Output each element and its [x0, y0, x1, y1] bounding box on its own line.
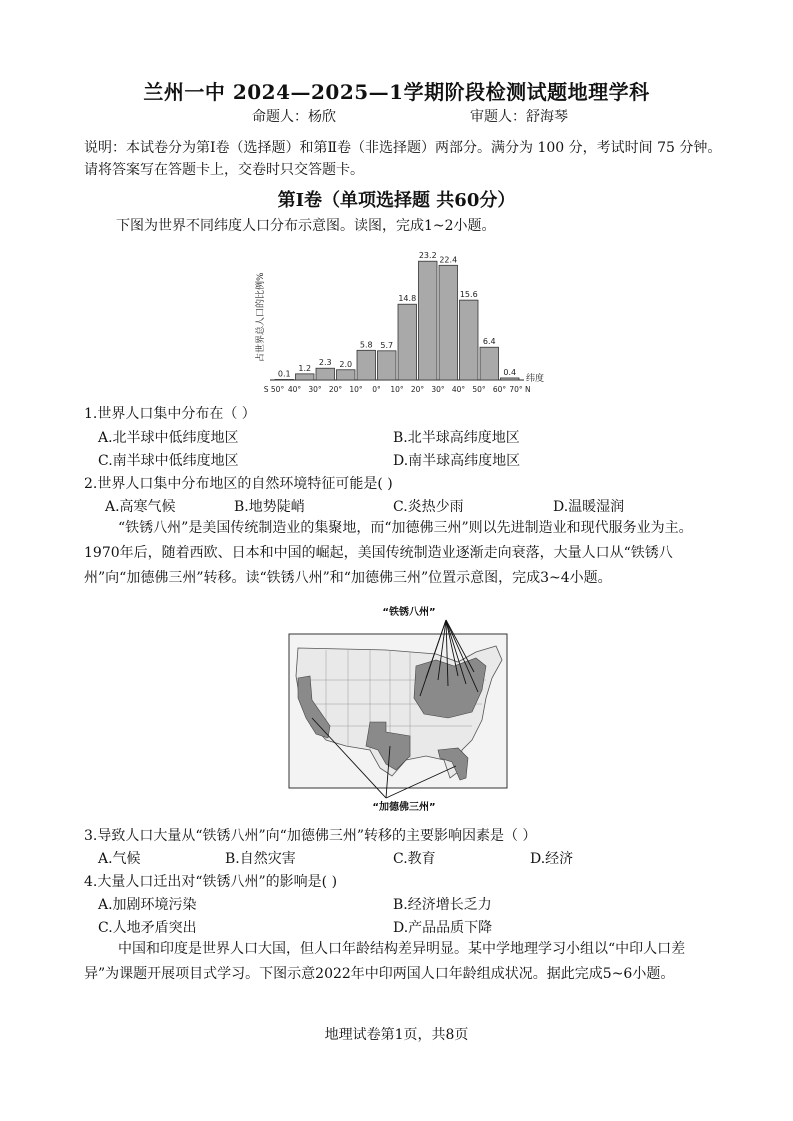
- chart-tick-label: 40°: [451, 385, 466, 394]
- q4-option-d: D.产品品质下降: [393, 920, 493, 936]
- usa-map: [286, 600, 512, 816]
- chart-tick-label: 30°: [431, 385, 445, 394]
- chart-bar: [439, 265, 458, 380]
- chart-tick-label: 20°: [328, 385, 343, 394]
- q3-option-a: A.气候: [98, 851, 141, 867]
- chart-bar: [460, 300, 479, 380]
- q1-option-d: D.南半球高纬度地区: [393, 453, 521, 469]
- chart-bar: [337, 370, 356, 380]
- chart-bar: [296, 374, 315, 380]
- chart-bar: [419, 261, 438, 380]
- chart-bar: [398, 304, 417, 380]
- chart-value-label: 0.1: [277, 369, 291, 379]
- q3-option-d: D.经济: [530, 851, 574, 867]
- exam-instructions: 说明：本试卷分为第Ⅰ卷（选择题）和第Ⅱ卷（非选择题）两部分。满分为 100 分，考试时间 75 分钟。请将答案写在答题卡上，交卷时只交答题卡。: [84, 140, 722, 178]
- sun-belt-label: “加德佛三州”: [372, 802, 436, 813]
- q3-option-b: B.自然灾害: [225, 851, 296, 867]
- chart-tick-label: S 50°: [263, 385, 285, 394]
- chart-tick-label: 60°: [492, 385, 507, 394]
- chart-bar: [501, 378, 520, 380]
- chart-value-label: 22.4: [439, 255, 458, 265]
- q2-option-a: A.高寒气候: [105, 499, 176, 515]
- q2-option-d: D.温暖湿润: [553, 499, 625, 515]
- chart-tick-label: 50°: [472, 385, 486, 394]
- chart-ylabel: 占世界总人口的比例%: [256, 272, 266, 362]
- chart-value-label: 2.3: [318, 358, 332, 368]
- q2-option-b: B.地势陡峭: [234, 499, 305, 515]
- chart-value-label: 14.8: [398, 294, 417, 304]
- chart-value-label: 23.2: [418, 251, 437, 261]
- material-2-text: “铁锈八州”是美国传统制造业的集聚地，而“加德佛三州”则以先进制造业和现代服务业为主。1970年后，随着西欧、日本和中国的崛起，美国传统制造业逐渐走向衰落，大量人口从“铁锈八州”向“加德佛三州”转移。读“铁锈八州”和“加德佛三州”位置示意图，完成3~4小题。: [84, 520, 693, 586]
- chart-tick-label: 20°: [410, 385, 425, 394]
- q4-option-c: C.人地矛盾突出: [98, 920, 197, 936]
- chart-bar: [357, 350, 376, 380]
- chart-value-label: 15.6: [459, 290, 478, 300]
- chart-value-label: 5.8: [359, 340, 373, 350]
- rust-belt-label: “铁锈八州”: [382, 607, 436, 618]
- question-3-stem: 3.导致人口大量从“铁锈八州”向“加德佛三州”转移的主要影响因素是（ ）: [84, 828, 537, 844]
- chart-value-label: 1.2: [298, 363, 312, 373]
- exam-title: 兰州一中 2024—2025—1学期阶段检测试题地理学科: [143, 80, 650, 104]
- chart-bar: [480, 347, 499, 380]
- question-4-stem: 4.大量人口迁出对“铁锈八州”的影响是( ): [84, 874, 338, 890]
- q1-option-c: C.南半球中低纬度地区: [98, 453, 239, 469]
- q1-option-b: B.北半球高纬度地区: [393, 430, 520, 446]
- reviewer-line: 审题人：舒海琴: [470, 109, 568, 125]
- q2-option-c: C.炎热少雨: [393, 499, 464, 515]
- chart-value-label: 2.0: [339, 359, 353, 369]
- q1-option-a: A.北半球中低纬度地区: [98, 430, 239, 446]
- q3-option-c: C.教育: [393, 851, 436, 867]
- material-3-text: 中国和印度是世界人口大国，但人口年龄结构差异明显。某中学地理学习小组以“中印人口差异”为课题开展项目式学习。下图示意2022年中印两国人口年龄组成状况。据此完成5~6小题。: [84, 941, 686, 982]
- chart-value-label: 5.7: [380, 340, 394, 350]
- chart-tick-label: 10°: [390, 385, 404, 394]
- material-1-text: 下图为世界不同纬度人口分布示意图。读图，完成1~2小题。: [116, 218, 496, 234]
- chart-bar: [275, 379, 294, 380]
- q4-option-a: A.加剧环境污染: [98, 897, 197, 913]
- q4-option-b: B.经济增长乏力: [393, 897, 492, 913]
- chart-tick-label: 70° N: [509, 385, 531, 394]
- chart-xlabel: 纬度: [526, 374, 545, 384]
- section-title: 第Ⅰ卷（单项选择题 共60分）: [277, 190, 516, 211]
- chart-tick-label: 10°: [349, 385, 363, 394]
- chart-value-label: 0.4: [503, 367, 517, 377]
- chart-tick-label: 0°: [372, 385, 381, 394]
- chart-tick-label: 30°: [308, 385, 322, 394]
- chart-value-label: 6.4: [482, 337, 496, 347]
- question-2-stem: 2.世界人口集中分布地区的自然环境特征可能是( ): [84, 476, 393, 492]
- chart-tick-label: 40°: [287, 385, 302, 394]
- chart-bar: [378, 351, 397, 380]
- page-footer: 地理试卷第1页，共8页: [324, 1027, 469, 1043]
- question-1-stem: 1.世界人口集中分布在（ ）: [84, 406, 256, 422]
- chart-bar: [316, 368, 335, 380]
- author-line: 命题人：杨欣: [252, 109, 336, 125]
- latitude-population-chart: [240, 240, 545, 400]
